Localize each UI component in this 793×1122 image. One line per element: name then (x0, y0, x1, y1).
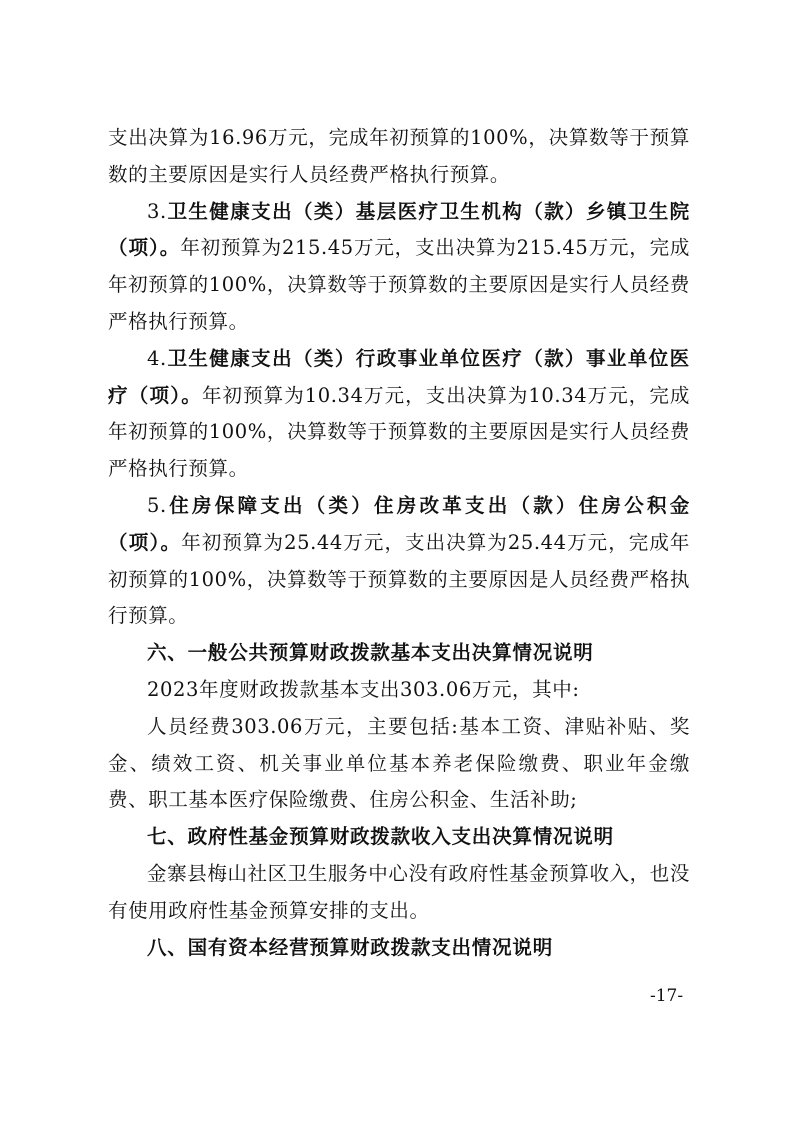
item-5-number: 5. (147, 493, 167, 517)
section-6-paragraph-2: 人员经费303.06万元，主要包括:基本工资、津贴补贴、奖金、绩效工资、机关事业单位基本养老保险缴费、职业年金缴费、职工基本医疗保险缴费、住房公积金、生活补助; (108, 714, 690, 812)
paragraph-continued: 支出决算为16.96万元，完成年初预算的100%，决算数等于预算数的主要原因是实行人员经费严格执行预算。 (108, 126, 690, 186)
section-7-paragraph-1: 金寨县梅山社区卫生服务中心没有政府性基金预算收入，也没有使用政府性基金预算安排的支出。 (108, 861, 690, 922)
section-8-title: 八、国有资本经营预算财政拨款支出情况说明 (147, 935, 554, 959)
item-4-paragraph (108, 341, 690, 488)
item-5-paragraph (108, 488, 690, 635)
section-6-paragraph-1: 2023年度财政拨款基本支出303.06万元，其中: (147, 677, 580, 701)
section-6-title: 六、一般公共预算财政拨款基本支出决算情况说明 (147, 641, 594, 665)
item-5-heading: 住房保障支出（类）住房改革支出（款）住房公积金（项）。 (108, 493, 690, 554)
item-3-number: 3. (147, 199, 167, 223)
document-body (108, 120, 690, 966)
item-3-heading: 卫生健康支出（类）基层医疗卫生机构（款）乡镇卫生院（项）。 (108, 199, 690, 260)
section-7-title: 七、政府性基金预算财政拨款收入支出决算情况说明 (147, 825, 614, 849)
item-3-paragraph (108, 194, 690, 341)
item-4-heading: 卫生健康支出（类）行政事业单位医疗（款）事业单位医疗（项）。 (108, 346, 690, 407)
item-4-number: 4. (147, 346, 167, 370)
item-4-body: 年初预算为10.34万元，支出决算为10.34万元，完成年初预算的100%，决算数等于预算数的主要原因是实行人员经费严格执行预算。 (108, 383, 690, 481)
item-3-body: 年初预算为215.45万元，支出决算为215.45万元，完成年初预算的100%，决算数等于预算数的主要原因是实行人员经费严格执行预算。 (108, 236, 691, 333)
item-5-body: 年初预算为25.44万元，支出决算为25.44万元，完成年初预算的100%，决算数等于预算数的主要原因是人员经费严格执行预算。 (108, 530, 690, 628)
page-number: -17- (650, 986, 684, 1006)
